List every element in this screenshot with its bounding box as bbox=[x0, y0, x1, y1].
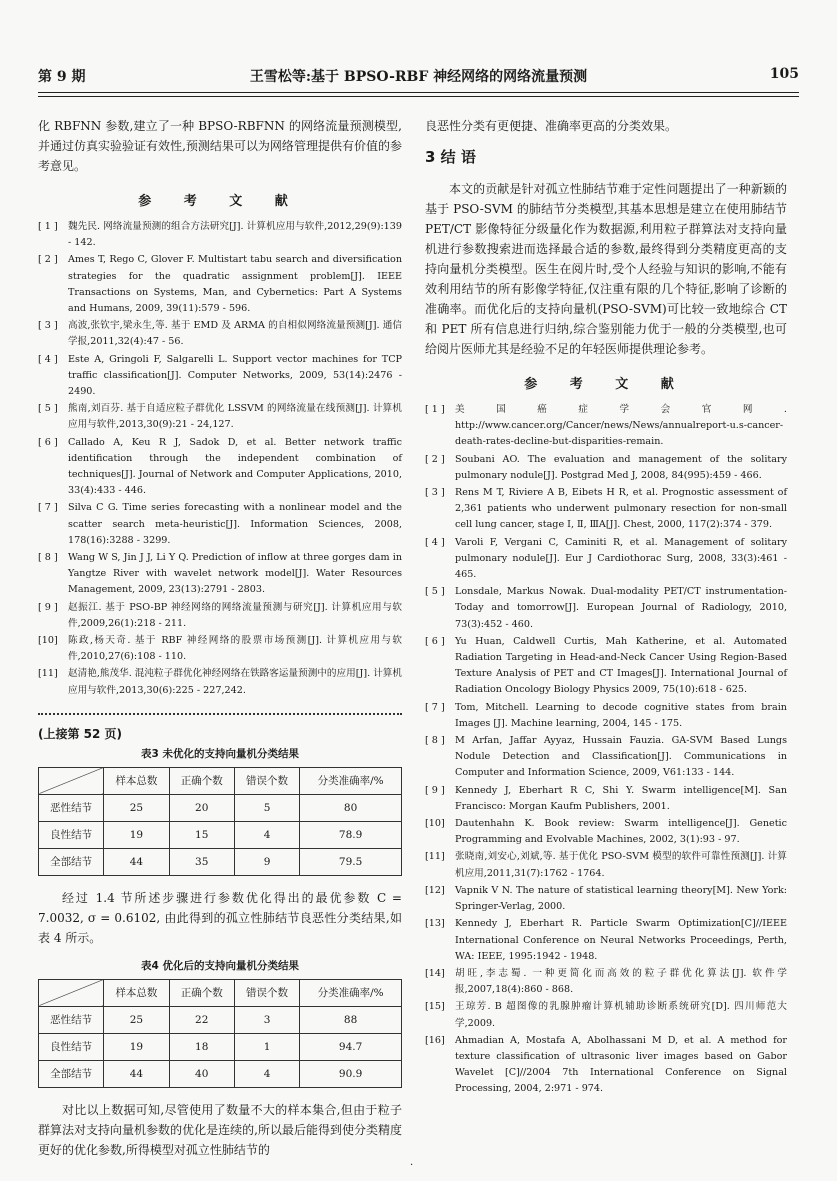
table-cell: 40 bbox=[169, 1060, 234, 1087]
reference-item bbox=[38, 666, 402, 698]
reference-text: Ahmadian A, Mostafa A, Abolhassani M D, et al. A method for texture classification of ultrasonic liver images based on Gabor Wavelet [C]//2004 7th International Conference on Signal Processing, 2004, 2:971 - 974. bbox=[455, 1034, 787, 1095]
issue-label: 第 9 期 bbox=[38, 69, 86, 85]
reference-number: [ 7 ] bbox=[38, 502, 58, 514]
references-title-right: 参 考 文 献 bbox=[524, 377, 688, 392]
table-cell: 80 bbox=[300, 794, 402, 821]
table-header-cell: 分类准确率/% bbox=[300, 767, 402, 794]
reference-number: [ 2 ] bbox=[38, 254, 58, 266]
table-cell: 19 bbox=[104, 821, 169, 848]
table-header-cell: 分类准确率/% bbox=[300, 979, 402, 1006]
reference-text: Vapnik V N. The nature of statistical learning theory[M]. New York: Springer-Verlag, 2000. bbox=[455, 884, 787, 913]
reference-text: 张晓南,刘安心,刘斌,等. 基于优化 PSO-SVM 模型的软件可靠性预测[J]. 计算机应用,2011,31(7):1762 - 1764. bbox=[455, 851, 787, 879]
table-cell: 25 bbox=[104, 794, 169, 821]
table-cell: 1 bbox=[234, 1033, 299, 1060]
header-rule-thin bbox=[38, 96, 799, 97]
section-heading: 3 结 语 bbox=[425, 148, 476, 166]
reference-item bbox=[425, 999, 787, 1031]
table-cell: 20 bbox=[169, 794, 234, 821]
header-rule bbox=[38, 92, 799, 93]
reference-item bbox=[38, 550, 402, 599]
table-cell: 25 bbox=[104, 1006, 169, 1033]
continued-note: (上接第 52 页) bbox=[38, 726, 123, 741]
reference-text: Varoli F, Vergani C, Caminiti R, et al. Management of solitary pulmonary nodule[J]. Eur J Cardiothorac Surg, 2008, 33(3):461 - 465. bbox=[455, 536, 787, 581]
reference-item bbox=[425, 1033, 787, 1098]
reference-text: 赵清艳,熊茂华. 混沌粒子群优化神经网络在铁路客运量预测中的应用[J]. 计算机应用与软件,2013,30(6):225 - 227,242. bbox=[68, 668, 402, 696]
table-cell: 88 bbox=[300, 1006, 402, 1033]
table-cell: 良性结节 bbox=[39, 1033, 104, 1060]
reference-item bbox=[38, 352, 402, 401]
reference-item bbox=[38, 401, 402, 433]
table-cell: 79.5 bbox=[300, 848, 402, 875]
reference-text: Silva C G. Time series forecasting with a nonlinear model and the scatter search meta-heuristic[J]. Information Sciences, 2008, 178(16):3288 - 3299. bbox=[68, 502, 402, 546]
table-cell: 44 bbox=[104, 848, 169, 875]
reference-item bbox=[425, 849, 787, 881]
reference-list-right bbox=[425, 402, 787, 1098]
reference-text: Soubani AO. The evaluation and management of the solitary pulmonary nodule[J]. Postgrad Med J, 2008, 84(995):459 - 466. bbox=[455, 453, 787, 481]
reference-item bbox=[425, 916, 787, 965]
references-title-left: 参 考 文 献 bbox=[138, 194, 302, 209]
reference-item bbox=[38, 219, 402, 251]
reference-item bbox=[425, 700, 787, 732]
reference-number: [ 3 ] bbox=[38, 320, 58, 332]
table-cell: 9 bbox=[234, 848, 299, 875]
reference-number: [15] bbox=[425, 1001, 445, 1013]
reference-number: [ 6 ] bbox=[38, 436, 58, 448]
reference-item bbox=[425, 966, 787, 998]
table-row bbox=[39, 1006, 402, 1033]
right-column bbox=[425, 116, 787, 1099]
reference-item bbox=[425, 402, 787, 451]
reference-number: [ 6 ] bbox=[425, 635, 445, 647]
table-cell: 4 bbox=[234, 1060, 299, 1087]
reference-text: Este A, Gringoli F, Salgarelli L. Support vector machines for TCP traffic classification[J]. Computer Networks, 2009, 53(14):2476 - 2490. bbox=[68, 353, 402, 398]
reference-text: 赵振江. 基于 PSO-BP 神经网络的网络流量预测与研究[J]. 计算机应用与软件,2009,26(1):218 - 211. bbox=[68, 601, 402, 629]
reference-text: 熊南,刘百芬. 基于自适应粒子群优化 LSSVM 的网络流量在线预测[J]. 计算机应用与软件,2013,30(9):21 - 24,127. bbox=[68, 403, 402, 431]
reference-number: [ 5 ] bbox=[425, 586, 445, 598]
table-cell: 恶性结节 bbox=[39, 794, 104, 821]
reference-item bbox=[425, 535, 787, 584]
page-number: 105 bbox=[769, 66, 799, 82]
footer-mark: · bbox=[410, 1160, 414, 1171]
table-row bbox=[39, 821, 402, 848]
reference-item bbox=[38, 435, 402, 500]
table-row bbox=[39, 794, 402, 821]
reference-number: [11] bbox=[38, 668, 58, 680]
reference-text: Rens M T, Riviere A B, Eibets H R, et al. Prognostic assessment of 2,361 patients who underwent pulmonary resection for non-small cell lung cancer, stage Ⅰ, Ⅱ, ⅢA[J]. Chest, 2000, 117(2):374 - 379. bbox=[455, 487, 787, 531]
table-header-cell: 错误个数 bbox=[234, 979, 299, 1006]
conclusion-paragraph: 本文的贡献是针对孤立性肺结节难于定性问题提出了一种新颖的基于 PSO-SVM 的肺结节分类模型,其基本思想是建立在使用肺结节 PET/CT 影像特征分级量化作为数据源,利用粒子群算法对支持向量机进行参数搜索进而选择最合适的参数,最终得到分类精度更高的支持向量机分类模型。医生在阅片时,受个人经验与知识的影响,不能有效利用结节的所有影像学特征,仅注重有限的几个特征,影响了诊断的准确率。而优化后的支持向量机(PSO-SVM)可比较一致地综合 CT 和 PET 所有信息进行归纳,综合鉴别能力优于一般的分类模型,也可给阅片医师尤其是经验不足的年轻医师提供理论参考。 bbox=[425, 182, 787, 356]
table-cell: 35 bbox=[169, 848, 234, 875]
table-cell: 全部结节 bbox=[39, 848, 104, 875]
reference-text: 魏先民. 网络流量预测的组合方法研究[J]. 计算机应用与软件,2012,29(9):139 - 142. bbox=[68, 221, 402, 249]
reference-number: [ 3 ] bbox=[425, 487, 445, 499]
reference-item bbox=[38, 633, 402, 665]
reference-item bbox=[38, 252, 402, 317]
reference-number: [ 5 ] bbox=[38, 403, 58, 415]
table-header-cell: 样本总数 bbox=[104, 767, 169, 794]
reference-text: Kennedy J, Eberhart R C, Shi Y. Swarm intelligence[M]. San Francisco: Morgan Kaufm Publishers, 2001. bbox=[455, 784, 787, 812]
reference-text: Kennedy J, Eberhart R. Particle Swarm Optimization[C]//IEEE International Conference on Neural Networks Proceedings, Perth, WA: IEEE, 1995:1942 - 1948. bbox=[455, 918, 787, 962]
table-cell: 18 bbox=[169, 1033, 234, 1060]
reference-number: [10] bbox=[38, 635, 58, 647]
table-cell: 5 bbox=[234, 794, 299, 821]
table-cell: 15 bbox=[169, 821, 234, 848]
reference-text: M Arfan, Jaffar Ayyaz, Hussain Fauzia. GA-SVM Based Lungs Nodule Detection and Classification[J]. Communications in Computer and Information Science, 2009, V61:133 - 144. bbox=[455, 735, 787, 779]
table-cell: 19 bbox=[104, 1033, 169, 1060]
end-paragraph: 对比以上数据可知,尽管使用了数量不大的样本集合,但由于粒子群算法对支持向量机参数的优化是连续的,所以最后能得到使分类精度更好的优化参数,所得模型对孤立性肺结节的 bbox=[38, 1102, 402, 1157]
table4 bbox=[38, 979, 402, 1088]
reference-item bbox=[425, 883, 787, 915]
table-header-cell: 正确个数 bbox=[169, 979, 234, 1006]
reference-number: [14] bbox=[425, 967, 445, 979]
reference-item bbox=[425, 584, 787, 633]
reference-item bbox=[38, 600, 402, 632]
reference-number: [ 8 ] bbox=[38, 552, 58, 564]
table-header-cell: 样本总数 bbox=[104, 979, 169, 1006]
reference-number: [13] bbox=[425, 918, 445, 930]
reference-text: Dautenhahn K. Book review: Swarm intelligence[J]. Genetic Programming and Evolvable Machines, 2002, 3(1):93 - 97. bbox=[455, 818, 787, 846]
table-corner-cell bbox=[39, 767, 104, 794]
reference-number: [ 8 ] bbox=[425, 735, 445, 747]
table-cell: 90.9 bbox=[300, 1060, 402, 1087]
table-cell: 良性结节 bbox=[39, 821, 104, 848]
reference-number: [ 1 ] bbox=[425, 404, 445, 415]
table-cell: 4 bbox=[234, 821, 299, 848]
reference-text: 胡旺,李志蜀. 一种更简化而高效的粒子群优化算法[J]. 软件学报,2007,18(4):860 - 868. bbox=[455, 967, 787, 996]
reference-number: [ 1 ] bbox=[38, 221, 58, 232]
table-cell: 恶性结节 bbox=[39, 1006, 104, 1033]
reference-text: Ames T, Rego C, Glover F. Multistart tabu search and diversification strategies for the quadratic assignment problem[J]. IEEE Transactions on Systems, Man, and Cybernetics: Part A Systems and Humans, 2009, 39(11):579 - 596. bbox=[68, 254, 402, 315]
reference-item bbox=[38, 500, 402, 549]
table-row bbox=[39, 1033, 402, 1060]
reference-item bbox=[425, 783, 787, 815]
reference-item bbox=[425, 485, 787, 534]
reference-text: 陈政,杨天奇. 基于 RBF 神经网络的股票市场预测[J]. 计算机应用与软件,2010,27(6):108 - 110. bbox=[68, 635, 402, 663]
reference-item bbox=[425, 733, 787, 782]
table-header-row bbox=[39, 767, 402, 794]
reference-number: [ 9 ] bbox=[38, 601, 58, 613]
running-title: 王雪松等:基于 BPSO-RBF 神经网络的网络流量预测 bbox=[249, 69, 588, 85]
reference-item bbox=[38, 318, 402, 350]
table-cell: 22 bbox=[169, 1006, 234, 1033]
reference-text: Callado A, Keu R J, Sadok D, et al. Better network traffic identification through the independent combination of techniques[J]. Journal of Network and Computer Applications, 2010, 33(4):433 - 446. bbox=[68, 436, 402, 497]
reference-number: [ 7 ] bbox=[425, 701, 445, 713]
page-header bbox=[38, 66, 799, 88]
reference-number: [ 9 ] bbox=[425, 784, 445, 796]
table-row bbox=[39, 1060, 402, 1087]
reference-number: [ 4 ] bbox=[38, 353, 58, 365]
reference-text: Tom, Mitchell. Learning to decode cognitive states from brain Images [J]. Machine learning, 2004, 145 - 175. bbox=[455, 701, 787, 729]
reference-number: [ 2 ] bbox=[425, 453, 445, 465]
intro-paragraph: 化 RBFNN 参数,建立了一种 BPSO-RBFNN 的网络流量预测模型,并通过仿真实验验证有效性,预测结果可以为网络管理提供有价值的参考意见。 bbox=[38, 119, 402, 173]
reference-text: Wang W S, Jin J J, Li Y Q. Prediction of inflow at three gorges dam in Yangtze River with wavelet network model[J]. Water Resources Management, 2009, 23(13):2791 - 2803. bbox=[68, 552, 402, 596]
reference-number: [12] bbox=[425, 884, 445, 896]
section-divider bbox=[38, 705, 402, 715]
table-header-cell: 错误个数 bbox=[234, 767, 299, 794]
reference-item bbox=[425, 634, 787, 699]
left-column bbox=[38, 116, 402, 1160]
reference-item bbox=[425, 816, 787, 848]
reference-number: [16] bbox=[425, 1034, 445, 1046]
table3 bbox=[38, 767, 402, 876]
reference-list-left bbox=[38, 219, 402, 699]
reference-number: [11] bbox=[425, 851, 445, 863]
table-cell: 94.7 bbox=[300, 1033, 402, 1060]
table-header-cell: 正确个数 bbox=[169, 767, 234, 794]
reference-text: 高波,张钦宇,梁永生,等. 基于 EMD 及 ARMA 的自相似网络流量预测[J]. 通信学报,2011,32(4):47 - 56. bbox=[68, 320, 402, 348]
table-corner-cell bbox=[39, 979, 104, 1006]
mid-paragraph: 经过 1.4 节所述步骤进行参数优化得出的最优参数 C = 7.0032, σ = 0.6102, 由此得到的孤立性肺结节良恶性分类结果,如表 4 所示。 bbox=[38, 890, 402, 945]
reference-text: 美国癌症学会官网. http://www.cancer.org/Cancer/news/News/annualreport-u.s-cancer-death-rates-decline-but-disparities-remain. bbox=[455, 404, 787, 448]
top-paragraph: 良恶性分类有更便捷、准确率更高的分类效果。 bbox=[425, 119, 678, 133]
table-cell: 全部结节 bbox=[39, 1060, 104, 1087]
table-cell: 44 bbox=[104, 1060, 169, 1087]
table-cell: 78.9 bbox=[300, 821, 402, 848]
reference-text: Yu Huan, Caldwell Curtis, Mah Katherine, et al. Automated Radiation Targeting in Head-and-Neck Cancer Using Region-Based Texture Analysis of PET and CT Images[J]. International Journal of Radiation Oncology Biology Physics 2009, 75(10):618 - 625. bbox=[455, 635, 787, 696]
reference-number: [ 4 ] bbox=[425, 536, 445, 548]
reference-text: 王琼芳. B 超图像的乳腺肿瘤计算机辅助诊断系统研究[D]. 四川师范大学,2009. bbox=[455, 1001, 787, 1029]
table-header-row bbox=[39, 979, 402, 1006]
reference-item bbox=[425, 452, 787, 484]
table3-caption: 表3 未优化的支持向量机分类结果 bbox=[141, 747, 299, 760]
reference-number: [10] bbox=[425, 818, 445, 830]
reference-text: Lonsdale, Markus Nowak. Dual-modality PET/CT instrumentation-Today and tomorrow[J]. European Journal of Radiology, 2010, 73(3):452 - 460. bbox=[455, 586, 787, 630]
table-cell: 3 bbox=[234, 1006, 299, 1033]
table4-caption: 表4 优化后的支持向量机分类结果 bbox=[141, 959, 299, 972]
table-row bbox=[39, 848, 402, 875]
